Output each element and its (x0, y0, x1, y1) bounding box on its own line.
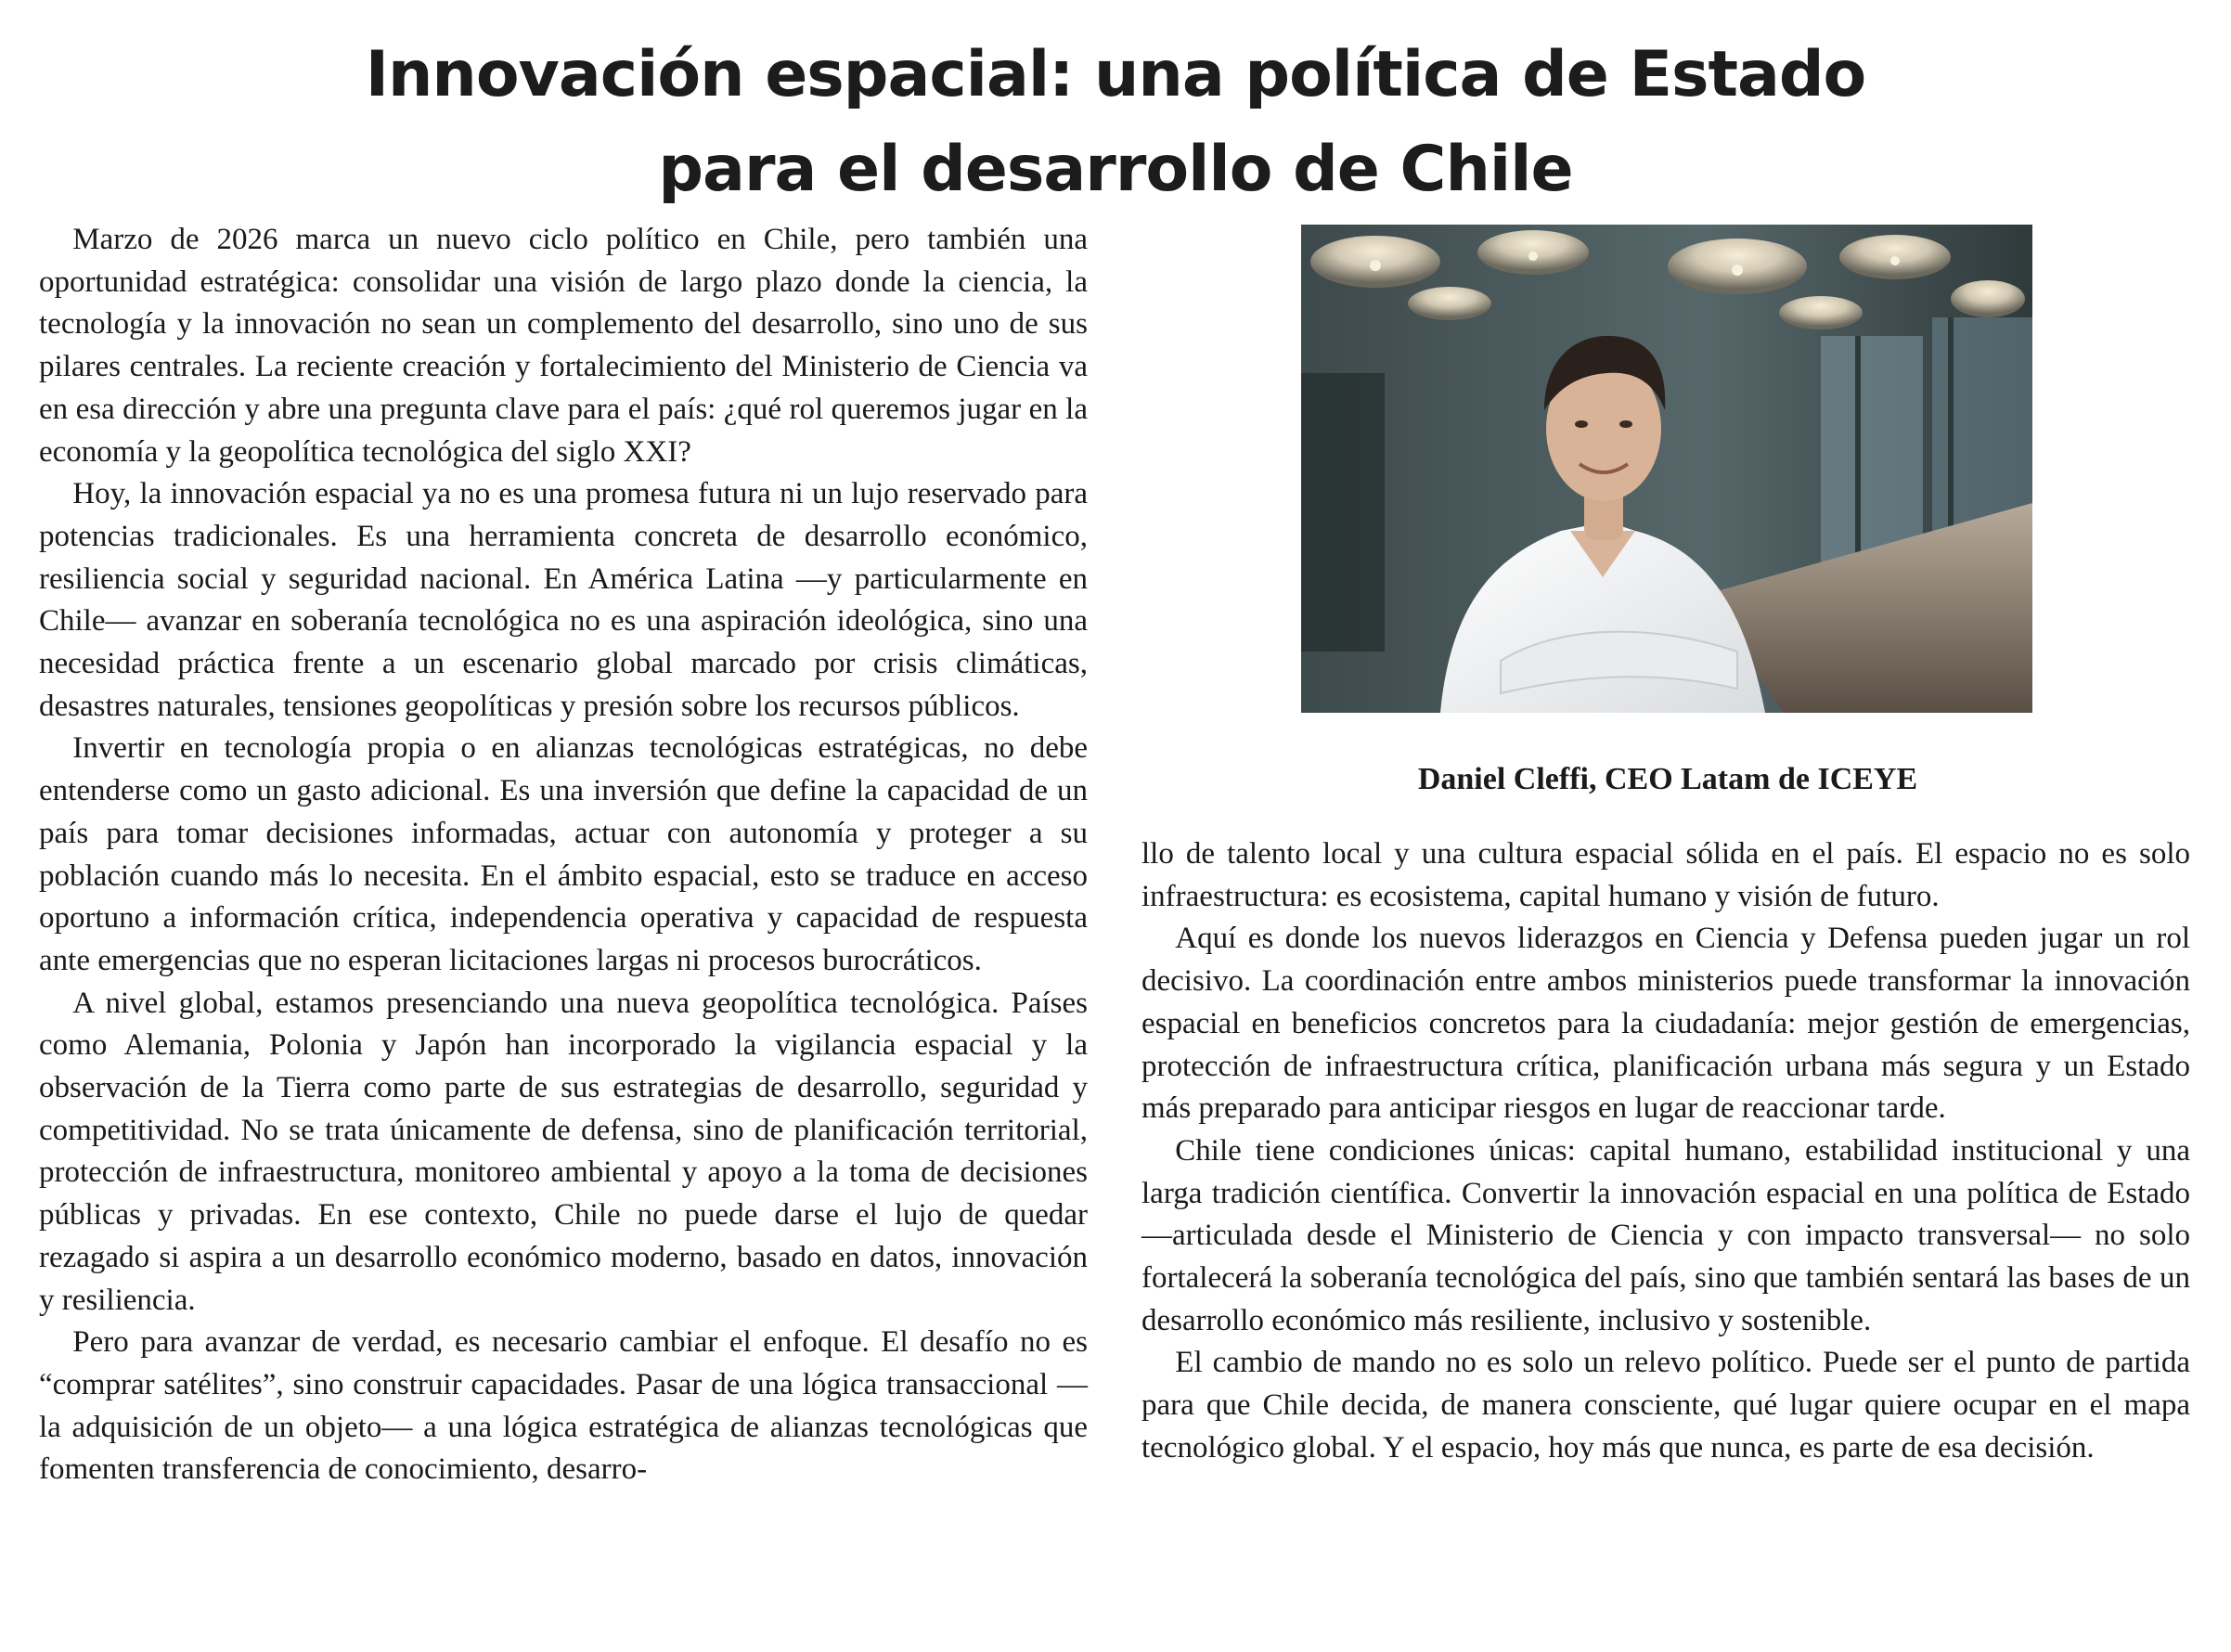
author-photo-illustration (1301, 225, 2032, 713)
body-paragraph: El cambio de mando no es solo un relevo político. Puede ser el punto de partida para que Chile decida, de manera consciente, qué lugar quiere ocupar en el mapa tecnológico global. Y el espacio, hoy más que nunca, es parte de esa decisión. (1141, 1346, 2190, 1465)
body-paragraph: A nivel global, estamos presenciando una nueva geopolítica tecnológica. Países como Alemania, Polonia y Japón han incorporado la vigilancia espacial y la observación de la Tierra como parte de sus estrategias de desarrollo, seguridad y competitividad. No se trata únicamente de defensa, sino de planificación territorial, protección de infraestructura, monitoreo ambiental y apoyo a la toma de decisiones públicas y privadas. En ese contexto, Chile no puede darse el lujo de quedar rezagado si aspira a un desarrollo económico moderno, basado en datos, innovación y resiliencia. (39, 986, 1088, 1317)
body-paragraph: Marzo de 2026 marca un nuevo ciclo político en Chile, pero también una oportunidad estratégica: consolidar una visión de largo plazo donde la ciencia, la tecnología y la innovación no sean un complemento del desarrollo, sino uno de sus pilares centrales. La reciente creación y fortalecimiento del Ministerio de Ciencia va en esa dirección y abre una pregunta clave para el país: ¿qué rol queremos jugar en la economía y la geopolítica tecnológica del siglo XXI? (39, 223, 1088, 469)
headline-line-1: Innovación espacial: una política de Estado (365, 38, 1866, 111)
body-paragraph: Pero para avanzar de verdad, es necesario cambiar el enfoque. El desafío no es “comprar satélites”, sino construir capacidades. Pasar de una lógica transaccional —la adquisición de un objeto— a una lógica estratégica de alianzas tecnológicas que fomenten transferencia de conocimiento, desarro- (39, 1325, 1088, 1487)
headline-line-2: para el desarrollo de Chile (658, 133, 1573, 206)
photo-block (1301, 225, 2032, 798)
body-paragraph: Chile tiene condiciones únicas: capital humano, estabilidad institucional y una larga tradición científica. Convertir la innovación espacial en una política de Estado —articulada desde el Ministerio de Ciencia y con impacto transversal— no solo fortalecerá la soberanía tecnológica del país, sino que también sentará las bases de un desarrollo económico más resiliente, inclusivo y sostenible. (1141, 1133, 2190, 1337)
body-paragraph-continuation: llo de talento local y una cultura espacial sólida en el país. El espacio no es solo infraestructura: es ecosistema, capital humano y visión de futuro. (1141, 837, 2190, 913)
body-paragraph: Hoy, la innovación espacial ya no es una promesa futura ni un lujo reservado para potencias tradicionales. Es una herramienta concreta de desarrollo económico, resiliencia social y seguridad nacional. En América Latina —y particularmente en Chile— avanzar en soberanía tecnológica no es una aspiración ideológica, sino una necesidad práctica frente a un escenario global marcado por crisis climáticas, desastres naturales, tensiones geopolíticas y presión sobre los recursos públicos. (39, 477, 1088, 723)
author-photo (1301, 225, 2032, 713)
photo-caption: Daniel Cleffi, CEO Latam de ICEYE (1417, 762, 1918, 796)
body-paragraph: Invertir en tecnología propia o en alianzas tecnológicas estratégicas, no debe entenderse como un gasto adicional. Es una inversión que define la capacidad de un país para tomar decisiones informadas, actuar con autonomía y proteger a su población cuando más lo necesita. En el ámbito espacial, esto se traduce en acceso oportuno a información crítica, independencia operativa y capacidad de respuesta ante emergencias que no esperan licitaciones largas ni procesos burocráticos. (39, 731, 1088, 977)
body-paragraph: Aquí es donde los nuevos liderazgos en Ciencia y Defensa pueden jugar un rol decisivo. La coordinación entre ambos ministerios puede transformar la innovación espacial en beneficios concretos para la ciudadanía: mejor gestión de emergencias, protección de infraestructura crítica, planificación urbana más segura y un Estado más preparado para anticipar riesgos en lugar de reaccionar tarde. (1141, 922, 2190, 1126)
article-column-left (39, 219, 1088, 1491)
article-headline (0, 28, 2231, 217)
article-column-right (1141, 833, 2190, 1470)
